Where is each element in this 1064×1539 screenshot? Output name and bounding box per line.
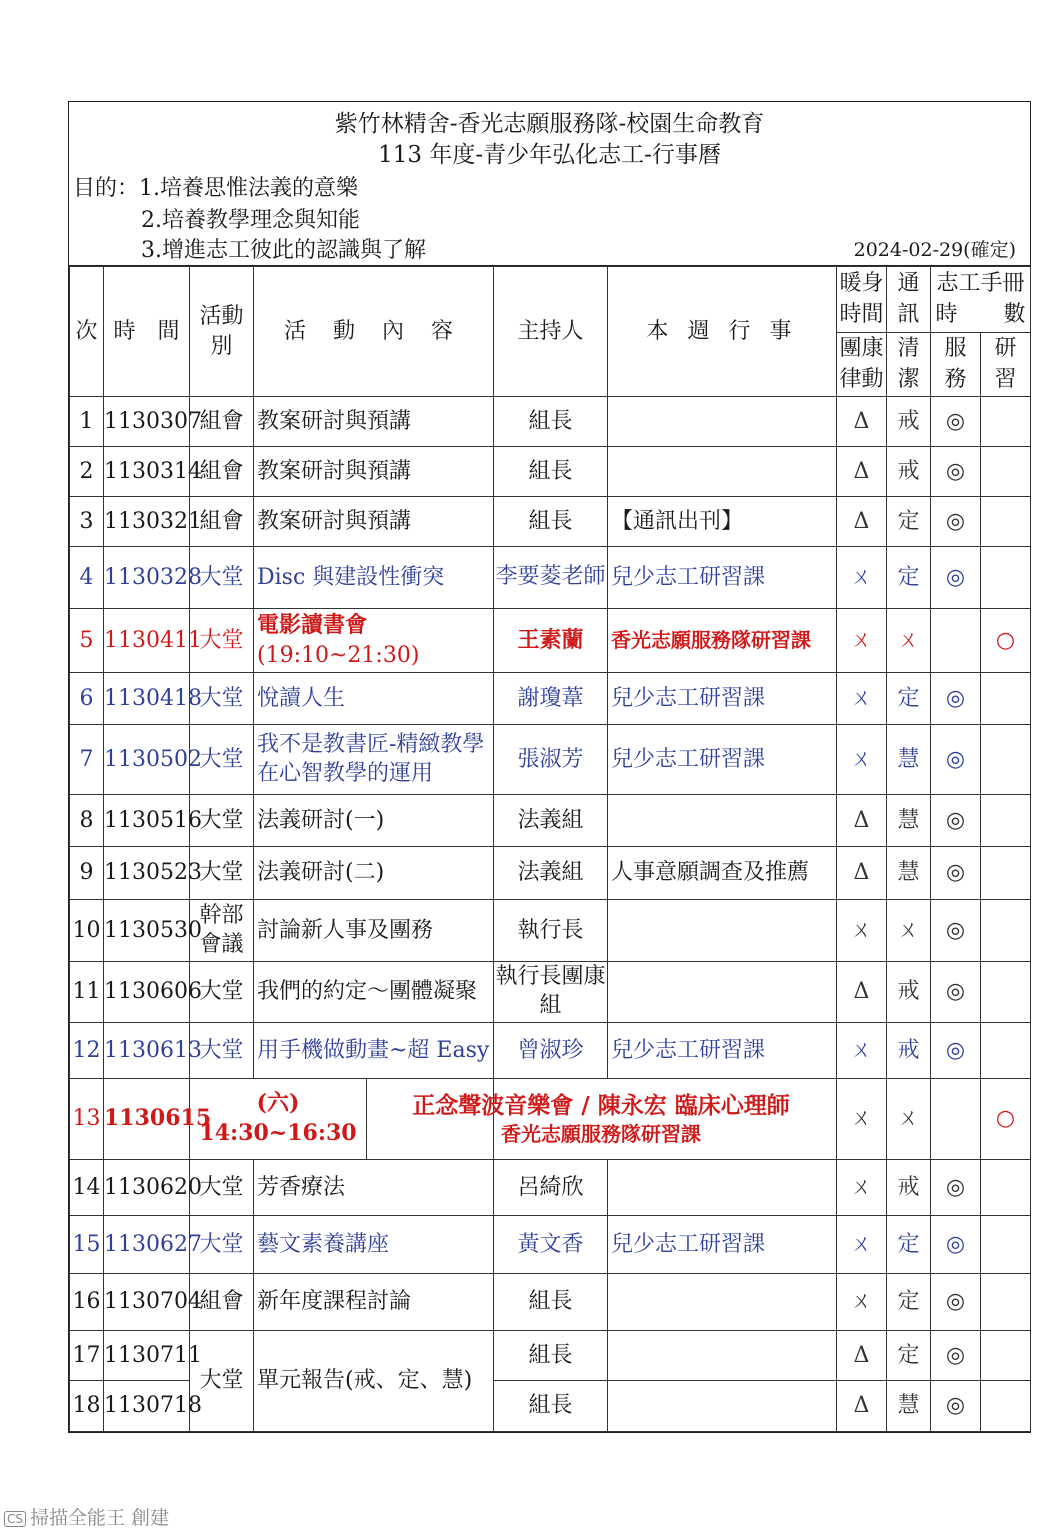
row-study bbox=[981, 795, 1031, 847]
table-row bbox=[70, 447, 1031, 497]
calendar-document bbox=[68, 101, 1031, 1433]
row-no: 13 bbox=[70, 1079, 104, 1160]
col-team: 團康 律動 bbox=[837, 333, 887, 397]
row-date: 1130718 bbox=[104, 1381, 190, 1432]
col-clean: 清 潔 bbox=[887, 333, 931, 397]
row-date: 1130627 bbox=[104, 1216, 190, 1274]
row-warmup: ㄨ bbox=[837, 1160, 887, 1216]
row-content: 用手機做動畫~超 Easy bbox=[254, 1023, 494, 1079]
row-study bbox=[981, 725, 1031, 795]
row-weekly: 兒少志工研習課 bbox=[608, 1023, 837, 1079]
table-row bbox=[70, 547, 1031, 609]
row-study bbox=[981, 497, 1031, 547]
row-warmup: ㄨ bbox=[837, 547, 887, 609]
document-header bbox=[69, 102, 1030, 266]
row-study bbox=[981, 1160, 1031, 1216]
row-type: 大堂 bbox=[190, 1216, 254, 1274]
row-clean: ㄨ bbox=[887, 900, 931, 962]
row-weekly bbox=[608, 900, 837, 962]
row-service: ◎ bbox=[931, 900, 981, 962]
row-no: 14 bbox=[70, 1160, 104, 1216]
row-clean: 定 bbox=[887, 1274, 931, 1331]
table-row bbox=[70, 1216, 1031, 1274]
row-no: 3 bbox=[70, 497, 104, 547]
row-date: 1130321 bbox=[104, 497, 190, 547]
scanner-watermark bbox=[4, 1503, 169, 1530]
row-study bbox=[981, 900, 1031, 962]
row-warmup: Δ bbox=[837, 962, 887, 1023]
row-no: 5 bbox=[70, 609, 104, 673]
table-row bbox=[70, 1023, 1031, 1079]
row-date: 1130615 bbox=[104, 1079, 190, 1160]
row-content: 我不是教書匠-精緻教學在心智教學的運用 bbox=[254, 725, 494, 795]
row-clean: 戒 bbox=[887, 397, 931, 447]
col-weekly: 本 週 行 事 bbox=[608, 267, 837, 397]
purpose-2: 2.培養教學理念與知能 bbox=[141, 208, 360, 233]
row-service: ◎ bbox=[931, 1274, 981, 1331]
row-host: 張淑芳 bbox=[494, 725, 608, 795]
row-type: 大堂 bbox=[190, 1160, 254, 1216]
row-weekly: 香光志願服務隊研習課 bbox=[608, 609, 837, 673]
row-date: 1130711 bbox=[104, 1331, 190, 1381]
row-service bbox=[931, 1079, 981, 1160]
row-service: ◎ bbox=[931, 847, 981, 900]
row-service: ◎ bbox=[931, 725, 981, 795]
row-type: 大堂 bbox=[190, 962, 254, 1023]
row-date: 1130314 bbox=[104, 447, 190, 497]
table-row bbox=[70, 397, 1031, 447]
row-content: 正念聲波音樂會 / 陳永宏 臨床心理師 香光志願服務隊研習課 bbox=[494, 1079, 837, 1160]
row-warmup: Δ bbox=[837, 847, 887, 900]
purpose-3: 3.增進志工彼此的認識與了解 bbox=[141, 238, 426, 263]
row-date: 1130606 bbox=[104, 962, 190, 1023]
row-study: ○ bbox=[981, 1079, 1031, 1160]
row-content: 單元報告(戒、定、慧) bbox=[254, 1331, 494, 1432]
watermark-text: 掃描全能王 創建 bbox=[30, 1507, 170, 1529]
table-header-row bbox=[70, 267, 1031, 333]
row-service: ◎ bbox=[931, 673, 981, 725]
row-service: ◎ bbox=[931, 1023, 981, 1079]
row-warmup: Δ bbox=[837, 497, 887, 547]
row-content: 芳香療法 bbox=[254, 1160, 494, 1216]
row-clean: 戒 bbox=[887, 447, 931, 497]
row-no: 15 bbox=[70, 1216, 104, 1274]
row-service bbox=[931, 609, 981, 673]
row-host: 謝瓊葦 bbox=[494, 673, 608, 725]
row-type: 大堂 bbox=[190, 673, 254, 725]
row-study bbox=[981, 547, 1031, 609]
row-weekly: 人事意願調查及推薦 bbox=[608, 847, 837, 900]
row-date: 1130411 bbox=[104, 609, 190, 673]
row-weekly: 【通訊出刊】 bbox=[608, 497, 837, 547]
row-date: 1130530 bbox=[104, 900, 190, 962]
row-study bbox=[981, 1023, 1031, 1079]
row-content: 討論新人事及團務 bbox=[254, 900, 494, 962]
col-hours: 志工手冊 時 數 bbox=[931, 267, 1031, 333]
table-row bbox=[70, 1331, 1031, 1381]
row-host: 組長 bbox=[494, 447, 608, 497]
row-type: 組會 bbox=[190, 397, 254, 447]
row-no: 8 bbox=[70, 795, 104, 847]
table-row bbox=[70, 497, 1031, 547]
row-content: 法義研討(一) bbox=[254, 795, 494, 847]
row-clean: 定 bbox=[887, 1216, 931, 1274]
table-row bbox=[70, 725, 1031, 795]
row-host: 呂綺欣 bbox=[494, 1160, 608, 1216]
row-clean: 慧 bbox=[887, 725, 931, 795]
camscanner-icon: CS bbox=[4, 1511, 26, 1527]
row-content: 新年度課程討論 bbox=[254, 1274, 494, 1331]
col-warmup: 暖身 時間 bbox=[837, 267, 887, 333]
row-service: ◎ bbox=[931, 547, 981, 609]
row-date: 1130516 bbox=[104, 795, 190, 847]
row-warmup: ㄨ bbox=[837, 1274, 887, 1331]
row-host: 法義組 bbox=[494, 847, 608, 900]
row-weekly: 兒少志工研習課 bbox=[608, 725, 837, 795]
row-warmup: Δ bbox=[837, 795, 887, 847]
row-warmup: ㄨ bbox=[837, 673, 887, 725]
row-date: 1130502 bbox=[104, 725, 190, 795]
row-study bbox=[981, 1381, 1031, 1432]
col-no: 次 bbox=[70, 267, 104, 397]
row-content: 教案研討與預講 bbox=[254, 397, 494, 447]
col-type: 活動 別 bbox=[190, 267, 254, 397]
row-weekly bbox=[608, 447, 837, 497]
row-clean: 戒 bbox=[887, 1023, 931, 1079]
row-date: 1130704 bbox=[104, 1274, 190, 1331]
row-no: 12 bbox=[70, 1023, 104, 1079]
row-study bbox=[981, 673, 1031, 725]
row-weekly: 兒少志工研習課 bbox=[608, 673, 837, 725]
row-type: (六) 14:30~16:30 bbox=[190, 1079, 367, 1159]
row-no: 6 bbox=[70, 673, 104, 725]
table-row bbox=[70, 609, 1031, 673]
row-type: 組會 bbox=[190, 1274, 254, 1331]
row-clean: ㄨ bbox=[887, 609, 931, 673]
row-service: ◎ bbox=[931, 1160, 981, 1216]
row-content: Disc 與建設性衝突 bbox=[254, 547, 494, 609]
row-content: 藝文素養講座 bbox=[254, 1216, 494, 1274]
title-line-2: 113 年度-青少年弘化志工-行事曆 bbox=[378, 142, 721, 168]
row-host: 王素蘭 bbox=[494, 609, 608, 673]
col-study: 研 習 bbox=[981, 333, 1031, 397]
row-clean: ㄨ bbox=[887, 1079, 931, 1160]
row-service: ◎ bbox=[931, 795, 981, 847]
row-weekly bbox=[608, 1381, 837, 1432]
row-weekly bbox=[608, 795, 837, 847]
row-study bbox=[981, 847, 1031, 900]
row-no: 16 bbox=[70, 1274, 104, 1331]
row-host: 法義組 bbox=[494, 795, 608, 847]
row-no: 4 bbox=[70, 547, 104, 609]
table-row bbox=[70, 900, 1031, 962]
row-no: 2 bbox=[70, 447, 104, 497]
row-host: 組長 bbox=[494, 497, 608, 547]
purpose-1: 目的：1.培養思惟法義的意樂 bbox=[73, 176, 358, 201]
table-row bbox=[70, 962, 1031, 1023]
row-type: 大堂 bbox=[190, 1023, 254, 1079]
row-type: 組會 bbox=[190, 447, 254, 497]
row-date: 1130418 bbox=[104, 673, 190, 725]
table-row bbox=[70, 795, 1031, 847]
row-service: ◎ bbox=[931, 497, 981, 547]
row-weekly: 兒少志工研習課 bbox=[608, 547, 837, 609]
col-news: 通 訊 bbox=[887, 267, 931, 333]
row-warmup: ㄨ bbox=[837, 725, 887, 795]
row-content: 法義研討(二) bbox=[254, 847, 494, 900]
row-no: 9 bbox=[70, 847, 104, 900]
col-content: 活 動 內 容 bbox=[254, 267, 494, 397]
row-type: 大堂 bbox=[190, 795, 254, 847]
row-no: 17 bbox=[70, 1331, 104, 1381]
row-host: 組長 bbox=[494, 1381, 608, 1432]
row-study: ○ bbox=[981, 609, 1031, 673]
row-no: 7 bbox=[70, 725, 104, 795]
row-clean: 定 bbox=[887, 673, 931, 725]
row-warmup: ㄨ bbox=[837, 1216, 887, 1274]
row-study bbox=[981, 962, 1031, 1023]
table-row bbox=[70, 673, 1031, 725]
row-host: 組長 bbox=[494, 1331, 608, 1381]
row-weekly bbox=[608, 397, 837, 447]
col-time: 時 間 bbox=[104, 267, 190, 397]
row-type: 大堂 bbox=[190, 847, 254, 900]
row-study bbox=[981, 397, 1031, 447]
row-date: 1130328 bbox=[104, 547, 190, 609]
row-clean: 定 bbox=[887, 1331, 931, 1381]
row-warmup: ㄨ bbox=[837, 900, 887, 962]
col-service: 服 務 bbox=[931, 333, 981, 397]
row-type: 幹部會議 bbox=[190, 900, 254, 962]
row-clean: 戒 bbox=[887, 962, 931, 1023]
title-line-1: 紫竹林精舍-香光志願服務隊-校園生命教育 bbox=[334, 111, 765, 137]
row-date: 1130523 bbox=[104, 847, 190, 900]
row-weekly bbox=[608, 962, 837, 1023]
table-row bbox=[70, 847, 1031, 900]
row-weekly bbox=[608, 1160, 837, 1216]
row-host: 執行長團康組 bbox=[494, 962, 608, 1023]
row-service: ◎ bbox=[931, 1216, 981, 1274]
row-type: 組會 bbox=[190, 497, 254, 547]
row-study bbox=[981, 1274, 1031, 1331]
row-content: 我們的約定～團體凝聚 bbox=[254, 962, 494, 1023]
row-date: 1130620 bbox=[104, 1160, 190, 1216]
row-date: 1130613 bbox=[104, 1023, 190, 1079]
table-row bbox=[70, 1079, 1031, 1160]
col-host: 主持人 bbox=[494, 267, 608, 397]
row-service: ◎ bbox=[931, 962, 981, 1023]
row-warmup: Δ bbox=[837, 447, 887, 497]
row-host: 執行長 bbox=[494, 900, 608, 962]
row-weekly bbox=[608, 1274, 837, 1331]
row-study bbox=[981, 447, 1031, 497]
row-no: 10 bbox=[70, 900, 104, 962]
row-weekly: 兒少志工研習課 bbox=[608, 1216, 837, 1274]
table-row bbox=[70, 1160, 1031, 1216]
row-service: ◎ bbox=[931, 397, 981, 447]
row-clean: 慧 bbox=[887, 1381, 931, 1432]
row-warmup: ㄨ bbox=[837, 609, 887, 673]
row-service: ◎ bbox=[931, 1381, 981, 1432]
row-clean: 定 bbox=[887, 547, 931, 609]
row-type: 大堂 bbox=[190, 547, 254, 609]
row-clean: 定 bbox=[887, 497, 931, 547]
row-date: 1130307 bbox=[104, 397, 190, 447]
row-service: ◎ bbox=[931, 1331, 981, 1381]
table-row bbox=[70, 1274, 1031, 1331]
row-no: 11 bbox=[70, 962, 104, 1023]
row-warmup: Δ bbox=[837, 1331, 887, 1381]
row-content: 教案研討與預講 bbox=[254, 447, 494, 497]
row-content: 教案研討與預講 bbox=[254, 497, 494, 547]
row-warmup: Δ bbox=[837, 1381, 887, 1432]
row-type: 大堂 bbox=[190, 609, 254, 673]
row-no: 1 bbox=[70, 397, 104, 447]
row-no: 18 bbox=[70, 1381, 104, 1432]
row-type: 大堂 bbox=[190, 1331, 254, 1432]
row-weekly bbox=[608, 1331, 837, 1381]
row-clean: 慧 bbox=[887, 847, 931, 900]
row-warmup: ㄨ bbox=[837, 1023, 887, 1079]
row-clean: 戒 bbox=[887, 1160, 931, 1216]
row-study bbox=[981, 1331, 1031, 1381]
row-host: 組長 bbox=[494, 397, 608, 447]
row-warmup: Δ bbox=[837, 397, 887, 447]
row-content: 悅讀人生 bbox=[254, 673, 494, 725]
row-type: 大堂 bbox=[190, 725, 254, 795]
row-host: 黃文香 bbox=[494, 1216, 608, 1274]
row-service: ◎ bbox=[931, 447, 981, 497]
row-warmup: ㄨ bbox=[837, 1079, 887, 1160]
schedule-table bbox=[69, 266, 1031, 1432]
row-host: 李要菱老師 bbox=[494, 547, 608, 609]
row-clean: 慧 bbox=[887, 795, 931, 847]
row-host: 組長 bbox=[494, 1274, 608, 1331]
row-host: 曾淑珍 bbox=[494, 1023, 608, 1079]
row-content: 電影讀書會 (19:10~21:30) bbox=[254, 609, 494, 673]
row-study bbox=[981, 1216, 1031, 1274]
document-date: 2024-02-29(確定) bbox=[853, 239, 1016, 261]
